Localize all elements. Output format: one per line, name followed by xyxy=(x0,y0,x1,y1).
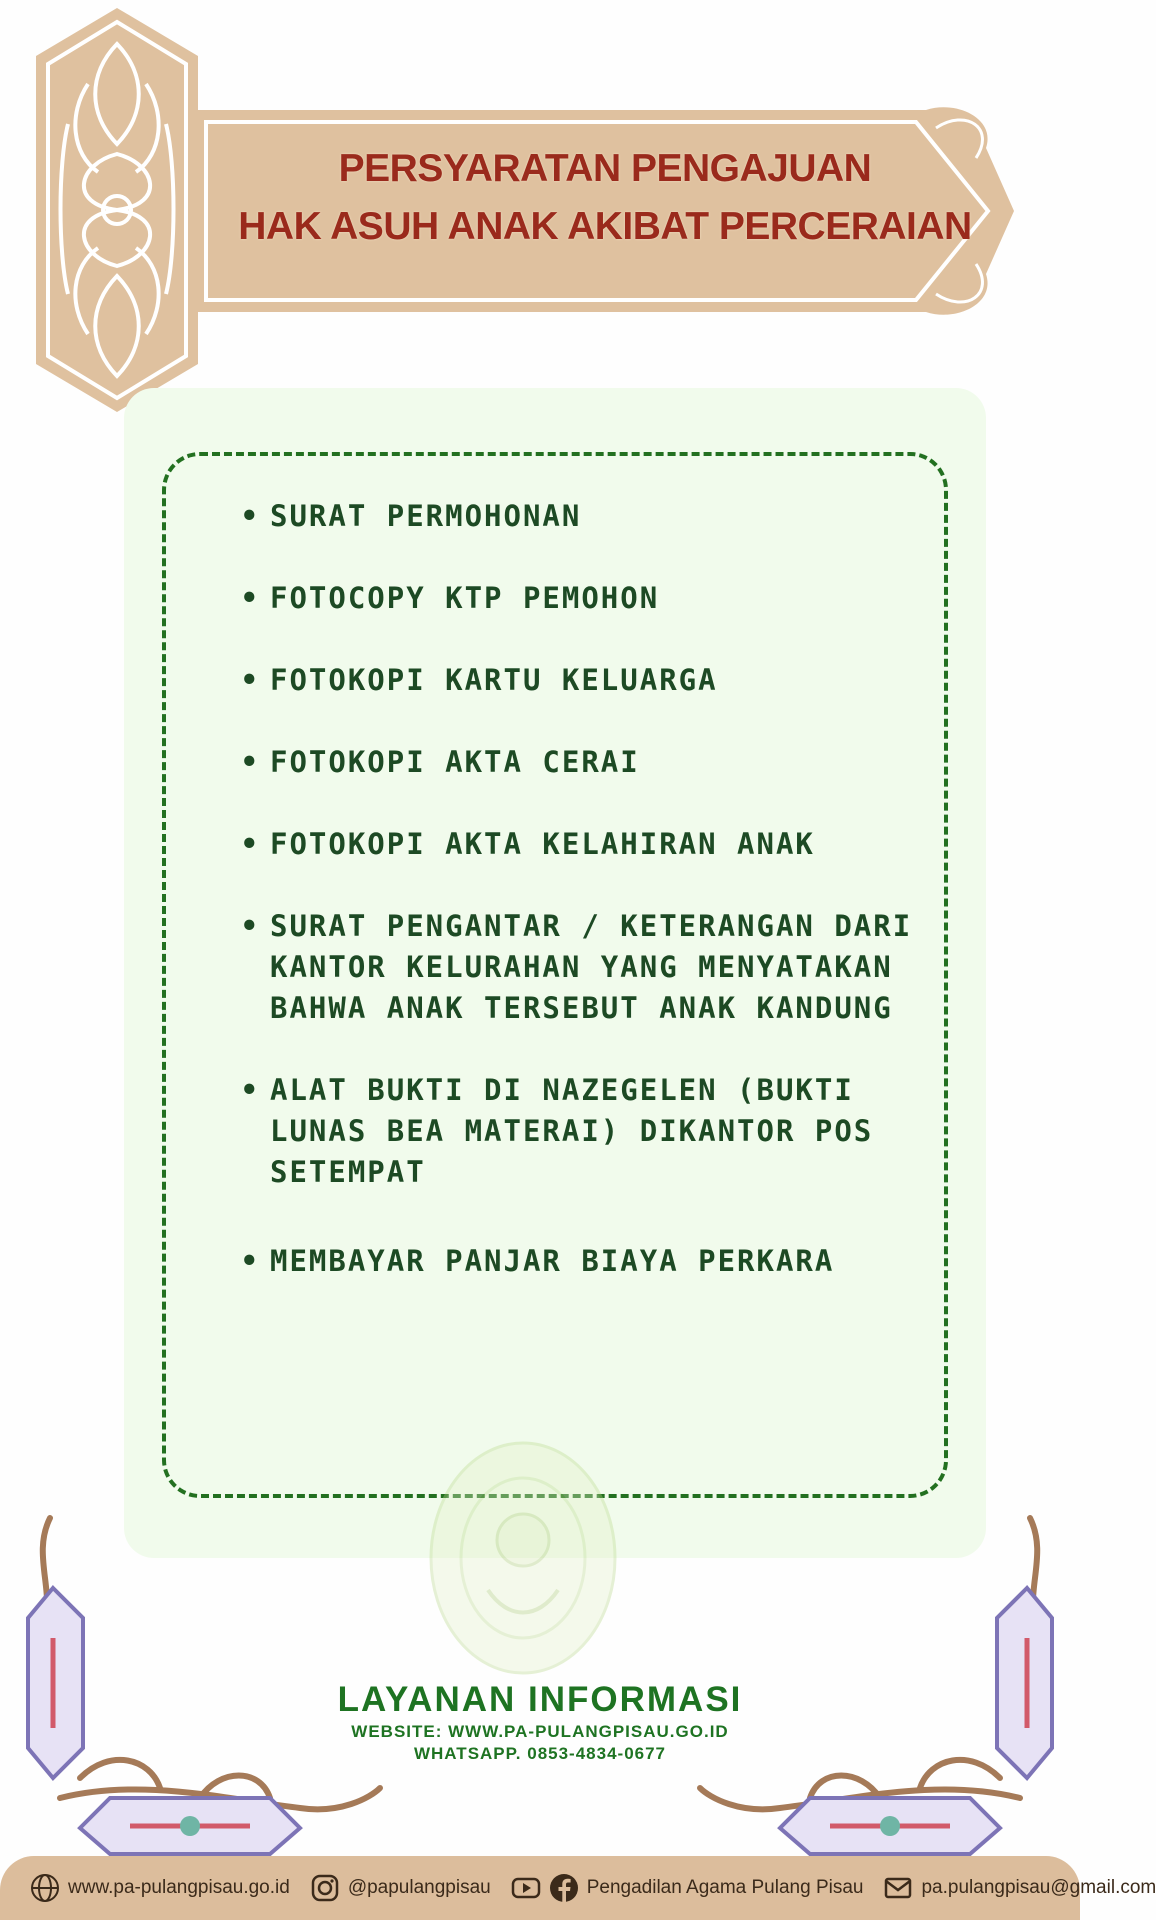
youtube-icon xyxy=(511,1873,541,1903)
list-item: • ALAT BUKTI DI NAZEGELEN (BUKTI LUNAS BEA MATERAI) DIKANTOR POS SETEMPAT xyxy=(240,1073,874,1189)
list-item: • SURAT PENGANTAR / KETERANGAN DARI KANTOR KELURAHAN YANG MENYATAKAN BAHWA ANAK TERSEBUT ANAK KANDUNG xyxy=(240,909,913,1025)
requirements-list xyxy=(240,496,920,1282)
instagram-icon xyxy=(310,1873,340,1903)
corner-ornament-right-icon xyxy=(680,1498,1060,1860)
facebook-icon xyxy=(549,1873,579,1903)
list-item: • MEMBAYAR PANJAR BIAYA PERKARA xyxy=(240,1244,835,1278)
footer-email[interactable]: pa.pulangpisau@gmail.com xyxy=(883,1873,1156,1903)
list-item: • SURAT PERMOHONAN xyxy=(240,499,582,533)
info-whatsapp: WHATSAPP. 0853-4834-0677 xyxy=(413,1744,667,1763)
court-seal-watermark-icon xyxy=(428,1440,618,1676)
page-title xyxy=(225,140,985,256)
globe-icon xyxy=(30,1873,60,1903)
info-title: LAYANAN INFORMASI xyxy=(337,1680,743,1719)
footer-bar xyxy=(0,1856,1156,1920)
footer-instagram[interactable]: @papulangpisau xyxy=(310,1873,491,1903)
corner-ornament-left-icon xyxy=(20,1498,400,1860)
list-item: • FOTOKOPI AKTA CERAI xyxy=(240,745,640,779)
list-item: • FOTOCOPY KTP PEMOHON xyxy=(240,581,660,615)
mail-icon xyxy=(883,1873,913,1903)
footer-social[interactable]: Pengadilan Agama Pulang Pisau xyxy=(511,1873,864,1903)
ornament-shield-icon xyxy=(28,4,206,416)
title-line-2: HAK ASUH ANAK AKIBAT PERCERAIAN xyxy=(238,205,972,248)
footer-website[interactable]: www.pa-pulangpisau.go.id xyxy=(30,1873,290,1903)
list-item: • FOTOKOPI AKTA KELAHIRAN ANAK xyxy=(240,827,815,861)
info-website: WEBSITE: WWW.PA-PULANGPISAU.GO.ID xyxy=(351,1722,729,1741)
title-line-1: PERSYARATAN PENGAJUAN xyxy=(338,147,872,190)
list-item: • FOTOKOPI KARTU KELUARGA xyxy=(240,663,718,697)
